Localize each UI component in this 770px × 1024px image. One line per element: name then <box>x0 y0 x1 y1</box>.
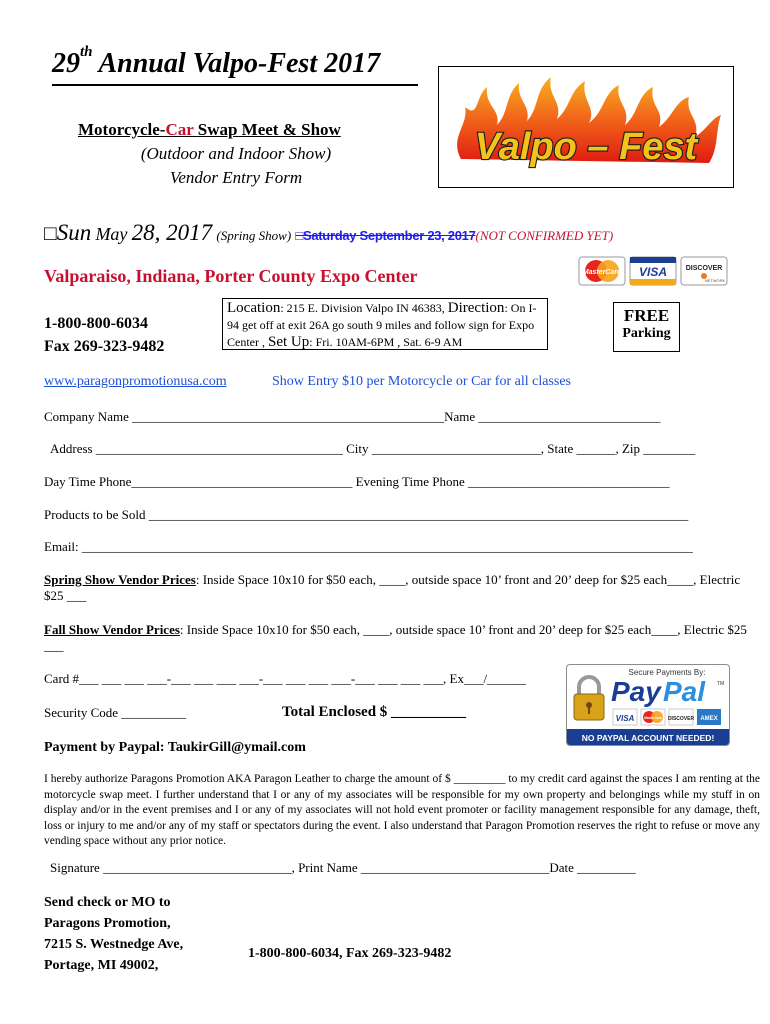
svg-text:MasterCard: MasterCard <box>582 269 622 276</box>
location-box: Location: 215 E. Division Valpo IN 46383, Direction: On I-94 get off at exit 26A go south 9 miles and follow sign for Expo Center , Set Up: Fri. 10AM-6PM , Sat. 6-9 AM <box>222 298 548 350</box>
svg-text:DISCOVER: DISCOVER <box>667 716 695 722</box>
footer-contact: 1-800-800-6034, Fax 269-323-9482 <box>248 946 452 961</box>
svg-text:TM: TM <box>717 681 725 687</box>
svg-text:MasterCard: MasterCard <box>644 716 662 720</box>
event-subtitle: Motorcycle-Car Swap Meet & Show <box>78 120 341 139</box>
venue-name: Valparaiso, Indiana, Porter County Expo Center <box>44 266 418 286</box>
authorization-text: I hereby authorize Paragons Promotion AKA Paragon Leather to charge the amount of $ _________ to my credit card against the spaces I am renting at the motorcycle swap meet. I further understand that I or any of my associates will be responsible for my own property and belongings while my stuff in on display and/or in the event premises and I or any of my associates will not hold event promoter or facility management responsible for any damage, theft, loss or injury to me and/or any of my staff or spectators during the event. I also understand that Paragon Promotion reserves the right to refuse or move any vending space without any prior notice. <box>44 773 760 847</box>
page-title: 29th Annual Valpo-Fest 2017 <box>52 44 381 79</box>
visa-icon <box>630 257 676 285</box>
show-type: (Outdoor and Indoor Show) <box>140 144 332 163</box>
free-parking-box: FREE Parking <box>613 302 680 352</box>
company-name-field[interactable]: Company Name ________________________________________________Name ____________________________ <box>44 409 661 424</box>
discover-icon <box>681 257 727 285</box>
fall-show-date-struck[interactable]: □Saturday September 23, 2017 <box>295 228 476 243</box>
website-link[interactable]: www.paragonpromotionusa.com <box>44 374 227 389</box>
accepted-cards <box>578 254 728 288</box>
contact-numbers <box>44 312 164 358</box>
card-number-field[interactable]: Card #___ ___ ___ ___-___ ___ ___ ___-___ ___ ___ ___-___ ___ ___ ___, Ex___/______ <box>44 671 527 686</box>
products-field[interactable]: Products to be Sold ___________________________________________________________________________________ <box>44 507 689 522</box>
form-type: Vendor Entry Form <box>169 168 303 187</box>
svg-text:NETWORK: NETWORK <box>704 278 726 283</box>
phone-number[interactable]: 1-800-800-6034 <box>44 315 148 332</box>
spring-show-prices[interactable]: Spring Show Vendor Prices: Inside Space 10x10 for $50 each, ____, outside space 10’ front and 20’ deep for $25 each____, Electric $25 ___ <box>44 572 741 603</box>
signature-fields[interactable]: Signature _____________________________, Print Name _____________________________Date _________ <box>50 860 636 875</box>
security-code-field[interactable]: Security Code __________ <box>44 705 187 720</box>
address-field[interactable]: Address ______________________________________ City __________________________, State ______, Zip ________ <box>50 441 696 456</box>
svg-text:AMEX: AMEX <box>700 716 718 722</box>
flame-logo-image <box>439 67 733 187</box>
valpo-fest-logo <box>438 66 734 188</box>
padlock-icon <box>574 677 604 720</box>
phone-fields[interactable]: Day Time Phone__________________________________ Evening Time Phone _______________________________ <box>44 474 670 489</box>
svg-text:Secure Payments By:: Secure Payments By: <box>628 668 706 677</box>
total-enclosed-field[interactable]: Total Enclosed $ __________ <box>282 704 467 720</box>
show-entry-fee: Show Entry $10 per Motorcycle or Car for all classes <box>272 374 571 389</box>
fax-number: Fax 269-323-9482 <box>44 338 165 355</box>
mastercard-icon <box>579 257 625 285</box>
email-field[interactable]: Email: ______________________________________________________________________________________________ <box>44 539 693 554</box>
event-dates: □Sun May 28, 2017 (Spring Show) □Saturday September 23, 2017(NOT CONFIRMED YET) <box>44 220 614 245</box>
svg-text:Pay: Pay <box>611 676 661 707</box>
svg-text:VISA: VISA <box>638 265 668 279</box>
logo-text: Valpo – Fest <box>474 126 698 168</box>
paypal-badge <box>566 664 730 746</box>
svg-text:NO PAYPAL ACCOUNT NEEDED!: NO PAYPAL ACCOUNT NEEDED! <box>581 733 715 743</box>
svg-text:Pal: Pal <box>663 676 706 707</box>
svg-text:DISCOVER: DISCOVER <box>685 265 723 272</box>
paypal-card-icons <box>613 709 721 725</box>
paypal-payment-info: Payment by Paypal: TaukirGill@ymail.com <box>44 740 306 755</box>
spring-show-checkbox[interactable]: □ <box>44 221 57 245</box>
svg-text:VISA: VISA <box>615 714 635 723</box>
title-underline <box>52 84 418 86</box>
fall-show-prices[interactable]: Fall Show Vendor Prices: Inside Space 10x10 for $50 each, ____, outside space 10’ front and 20’ deep for $25 each____, Electric $25 ___ <box>44 622 747 653</box>
mailing-address: Send check or MO to Paragons Promotion, 7215 S. Westnedge Ave, Portage, MI 49002, <box>44 895 184 973</box>
